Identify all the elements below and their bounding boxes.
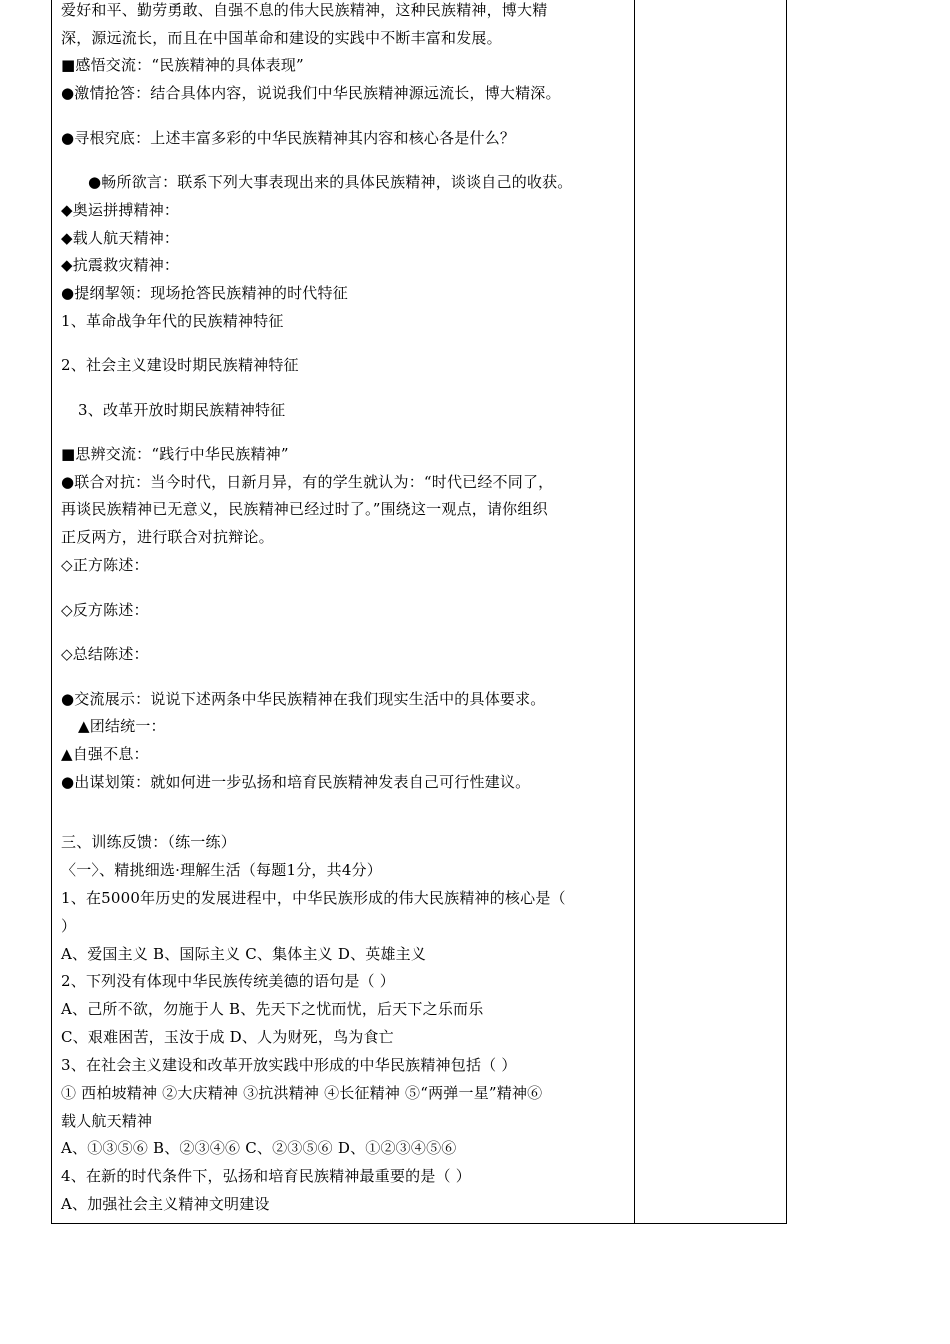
- text-line: ●出谋划策：就如何进一步弘扬和培育民族精神发表自己可行性建议。: [61, 773, 531, 791]
- text-line: 3、改革开放时期民族精神特征: [78, 401, 286, 419]
- question-line: 4、在新的时代条件下，弘扬和培育民族精神最重要的是（ ）: [61, 1167, 471, 1185]
- text-line: ）: [61, 917, 77, 935]
- text-line: ●激情抢答：结合具体内容，说说我们中华民族精神源远流长，博大精深。: [61, 84, 561, 102]
- text-line: 正反两方，进行联合对抗辩论。: [61, 528, 274, 546]
- text-line: ◆抗震救灾精神：: [61, 256, 180, 274]
- text-line: ◆奥运拼搏精神：: [61, 201, 180, 219]
- text-line: ●提纲挈领：现场抢答民族精神的时代特征: [61, 284, 348, 302]
- text-line: ◇正方陈述：: [61, 556, 149, 574]
- options-line: A、己所不欲，勿施于人 B、先天下之忧而忧，后天下之乐而乐: [61, 1000, 484, 1018]
- text-line: ●寻根究底：上述丰富多彩的中华民族精神其内容和核心各是什么？: [61, 129, 516, 147]
- options-line: C、艰难困苦，玉汝于成 D、人为财死，鸟为食亡: [61, 1028, 394, 1046]
- question-line: 3、在社会主义建设和改革开放实践中形成的中华民族精神包括（ ）: [61, 1056, 517, 1074]
- text-line: 爱好和平、勤劳勇敢、自强不息的伟大民族精神，这种民族精神，博大精: [61, 1, 548, 19]
- text-line: ▲自强不息：: [61, 745, 149, 763]
- section-heading: ■思辨交流：“践行中华民族精神”: [61, 445, 289, 463]
- options-line: A、爱国主义 B、国际主义 C、集体主义 D、英雄主义: [61, 945, 427, 963]
- text-line: ◇反方陈述：: [61, 601, 149, 619]
- text-line: ① 西柏坡精神 ②大庆精神 ③抗洪精神 ④长征精神 ⑤“两弹一星”精神⑥: [61, 1084, 543, 1102]
- text-line: 再谈民族精神已无意义，民族精神已经过时了。”围绕这一观点，请你组织: [61, 500, 548, 518]
- text-line: 1、革命战争年代的民族精神特征: [61, 312, 284, 330]
- options-line: A、加强社会主义精神文明建设: [61, 1195, 270, 1213]
- section-heading: 三、训练反馈：（练一练）: [61, 833, 236, 851]
- question-line: 2、下列没有体现中华民族传统美德的语句是（ ）: [61, 972, 395, 990]
- text-line: ▲团结统一：: [78, 717, 166, 735]
- question-line: 1、在5000年历史的发展进程中，中华民族形成的伟大民族精神的核心是（: [61, 889, 566, 907]
- options-line: A、①③⑤⑥ B、②③④⑥ C、②③⑤⑥ D、①②③④⑤⑥: [61, 1139, 457, 1157]
- text-line: ●联合对抗：当今时代，日新月异，有的学生就认为：“时代已经不同了，: [61, 473, 554, 491]
- text-line: ◆载人航天精神：: [61, 229, 180, 247]
- text-line: 载人航天精神: [61, 1112, 153, 1130]
- text-line: 〈一〉、精挑细选·理解生活（每题1分，共4分）: [61, 861, 382, 879]
- column-divider: [634, 0, 635, 1224]
- text-line: ◇总结陈述：: [61, 645, 149, 663]
- text-line: ●畅所欲言：联系下列大事表现出来的具体民族精神，谈谈自己的收获。: [88, 173, 573, 191]
- text-line: 深，源远流长，而且在中国革命和建设的实践中不断丰富和发展。: [61, 29, 502, 47]
- text-line: ●交流展示：说说下述两条中华民族精神在我们现实生活中的具体要求。: [61, 690, 546, 708]
- section-heading: ■感悟交流：“民族精神的具体表现”: [61, 56, 304, 74]
- text-line: 2、社会主义建设时期民族精神特征: [61, 356, 299, 374]
